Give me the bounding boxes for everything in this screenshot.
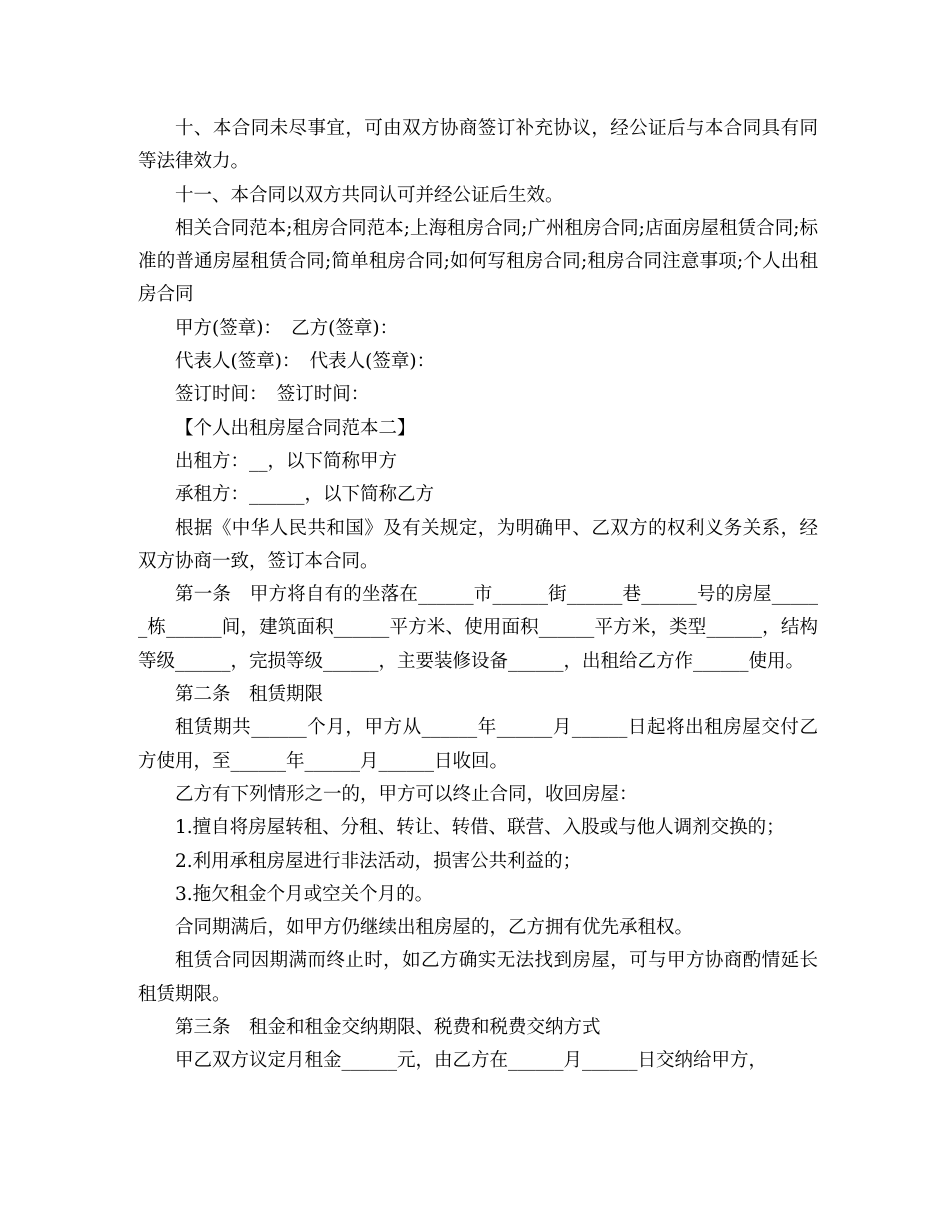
article-2-termination-intro: 乙方有下列情形之一的，甲方可以终止合同，收回房屋：	[175, 783, 638, 805]
paragraph-clause-11: 十一、本合同以双方共同认可并经公证后生效。	[175, 184, 564, 206]
signature-line-dates: 签订时间： 签订时间：	[175, 384, 370, 406]
article-1: 第一条 甲方将自有的坐落在______市______街______巷______号的房屋______栋______间，建筑面积______平方米、使用面积______平方米，类型______，结构等级______，完损等级______，主要装修设备______，出租给乙方作______使用。	[138, 584, 818, 672]
paragraph-term-extension: 租赁合同因期满而终止时，如乙方确实无法找到房屋，可与甲方协商酌情延长租赁期限。	[138, 950, 818, 1005]
party-lessor: 出租方：__，以下简称甲方	[175, 450, 398, 472]
paragraph-clause-10: 十、本合同未尽事宜，可由双方协商签订补充协议，经公证后与本合同具有同等法律效力。	[138, 118, 818, 173]
article-2-term: 租赁期共______个月，甲方从______年______月______日起将出租房屋交付乙方使用，至______年______月______日收回。	[138, 717, 818, 772]
signature-line-parties: 甲方(签章)： 乙方(签章)：	[175, 317, 399, 339]
article-3-rent: 甲乙双方议定月租金______元，由乙方在______月______日交纳给甲方，	[175, 1050, 768, 1072]
list-item-1: 1.擅自将房屋转租、分租、转让、转借、联营、入股或与他人调剂交换的；	[175, 817, 785, 839]
paragraph-priority-renewal: 合同期满后，如甲方仍继续出租房屋的，乙方拥有优先承租权。	[175, 917, 694, 939]
article-2-heading: 第二条 租赁期限	[175, 684, 324, 706]
article-3-heading: 第三条 租金和租金交纳期限、税费和税费交纳方式	[175, 1017, 601, 1039]
paragraph-related-templates: 相关合同范本;租房合同范本;上海租房合同;广州租房合同;店面房屋租赁合同;标准的普通房屋租赁合同;简单租房合同;如何写租房合同;租房合同注意事项;个人出租房合同	[138, 217, 818, 306]
paragraph-preamble: 根据《中华人民共和国》及有关规定，为明确甲、乙双方的权利义务关系，经双方协商一致，签订本合同。	[138, 517, 818, 572]
signature-line-representatives: 代表人(签章)： 代表人(签章)：	[175, 351, 436, 373]
list-item-2: 2.利用承租房屋进行非法活动，损害公共利益的；	[175, 850, 582, 872]
document-page	[138, 112, 818, 1078]
party-lessee: 承租方：______，以下简称乙方	[175, 484, 435, 506]
section-heading-template-two: 【个人出租房屋合同范本二】	[175, 417, 416, 439]
list-item-3: 3.拖欠租金个月或空关个月的。	[175, 883, 434, 905]
